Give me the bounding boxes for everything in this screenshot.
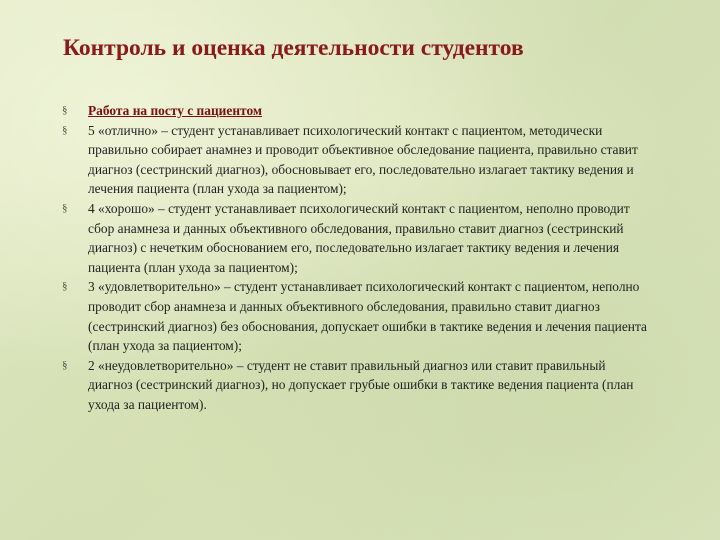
bullet-item-grade-2 <box>62 356 650 415</box>
bullet-item-grade-3 <box>62 277 650 355</box>
bullet-text: 2 «неудовлетворительно» – студент не ставит правильный диагноз или ставит правильный диагноз (сестринский диагноз), но допускает грубые ошибки в тактике ведения пациента (план ухода за пациентом). <box>88 357 634 412</box>
bullet-marker-icon: § <box>62 201 68 214</box>
bullet-item-heading <box>62 101 650 121</box>
bullet-marker-icon: § <box>62 358 68 371</box>
bullet-text: 3 «удовлетворительно» – студент устанавливает психологический контакт с пациентом, неполно проводит сбор анамнеза и данных объективного обследования, правильно ставит диагноз (сестринский диагноз) без обоснования, допускает ошибки в тактике ведения и лечения пациента (план ухода за пациентом); <box>88 279 647 354</box>
bullet-marker-icon: § <box>62 104 68 116</box>
bullet-marker-icon: § <box>62 280 68 293</box>
slide-title: Контроль и оценка деятельности студентов <box>63 35 524 61</box>
bullet-marker-icon: § <box>62 123 68 136</box>
bullet-text: 5 «отлично» – студент устанавливает психологический контакт с пациентом, методически правильно собирает анамнез и проводит объективное обследование пациента, правильно ставит диагноз (сестринский диагноз), обосновывает его, последовательно излагает тактику ведения и лечения пациента (план ухода за пациентом); <box>88 122 638 197</box>
section-heading: Работа на посту с пациентом <box>88 103 263 118</box>
bullet-item-grade-4 <box>62 199 650 277</box>
bullet-text: 4 «хорошо» – студент устанавливает психологический контакт с пациентом, неполно проводит сбор анамнеза и данных объективного обследования, правильно ставит диагноз (сестринский диагноз) с нечетким обоснованием его, последовательно излагает тактику ведения и лечения пациента (план ухода за пациентом); <box>88 200 630 275</box>
bullet-list <box>62 101 650 415</box>
bullet-item-grade-5 <box>62 121 650 199</box>
